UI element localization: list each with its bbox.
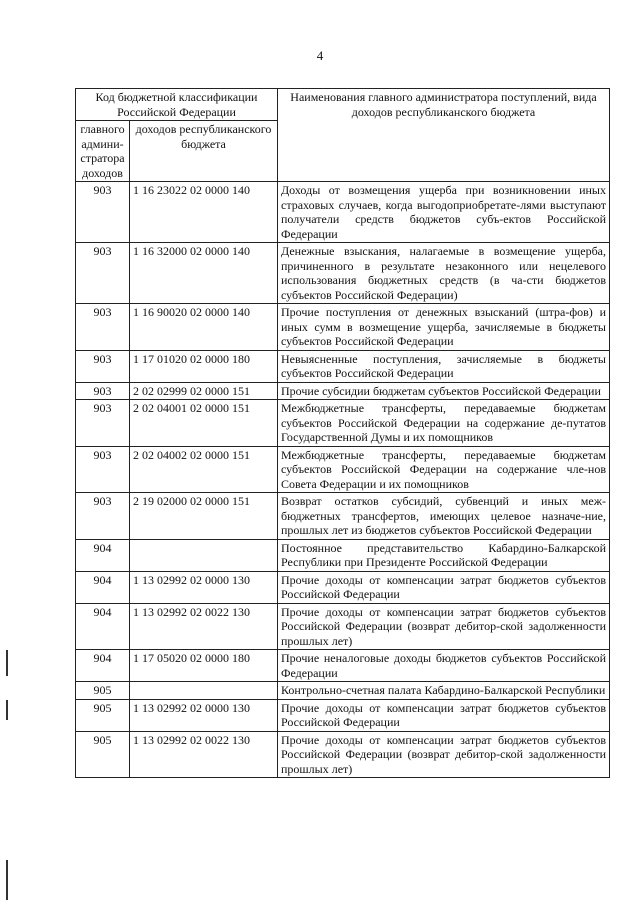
table-row (76, 182, 610, 243)
revenue-name-cell: Прочие субсидии бюджетам субъектов Российской Федерации (278, 382, 610, 400)
administrator-code-cell: 904 (76, 650, 130, 682)
revenue-code-cell: 1 17 05020 02 0000 180 (130, 650, 278, 682)
revenue-code-cell: 1 13 02992 02 0000 130 (130, 571, 278, 603)
table-row (76, 571, 610, 603)
table-row (76, 682, 610, 700)
revenue-code-cell (130, 539, 278, 571)
table-row (76, 446, 610, 493)
table-row (76, 603, 610, 650)
revenue-code-cell: 1 16 23022 02 0000 140 (130, 182, 278, 243)
header-administrator-name: Наименования главного администратора поступлений, вида доходов республиканского бюджета (278, 89, 610, 182)
revenue-name-cell: Невыясненные поступления, зачисляемые в бюджеты субъектов Российской Федерации (278, 350, 610, 382)
administrator-code-cell: 905 (76, 731, 130, 778)
revenue-name-cell: Возврат остатков субсидий, субвенций и иных меж-бюджетных трансфертов, имеющих целевое назначе-ние, прошлых лет из бюджетов субъектов Российской Федерации (278, 493, 610, 540)
administrator-code-cell: 903 (76, 400, 130, 447)
table-row (76, 699, 610, 731)
table-row (76, 539, 610, 571)
administrator-code-cell: 903 (76, 350, 130, 382)
header-revenue-code: доходов республиканского бюджета (130, 121, 278, 182)
administrator-code-cell: 903 (76, 382, 130, 400)
budget-classification-table (75, 88, 610, 778)
administrator-code-cell: 904 (76, 603, 130, 650)
revenue-name-cell: Прочие доходы от компенсации затрат бюджетов субъектов Российской Федерации (возврат дебитор-ской задолженности прошлых лет) (278, 731, 610, 778)
table-row (76, 493, 610, 540)
administrator-code-cell: 903 (76, 493, 130, 540)
revenue-name-cell: Постоянное представительство Кабардино-Балкарской Республики при Президенте Российской Федерации (278, 539, 610, 571)
table-row (76, 650, 610, 682)
revenue-code-cell (130, 682, 278, 700)
table-row (76, 243, 610, 304)
revenue-name-cell: Прочие неналоговые доходы бюджетов субъектов Российской Федерации (278, 650, 610, 682)
administrator-code-cell: 903 (76, 446, 130, 493)
revenue-name-cell: Доходы от возмещения ущерба при возникновении иных страховых случаев, когда выгодоприобретате-лями выступают получатели средств бюджетов субъ-ектов Российской Федерации (278, 182, 610, 243)
table-row (76, 731, 610, 778)
administrator-code-cell: 903 (76, 182, 130, 243)
scan-margin-mark (6, 650, 8, 676)
table-row (76, 350, 610, 382)
table-body (76, 182, 610, 778)
administrator-code-cell: 905 (76, 682, 130, 700)
revenue-name-cell: Контрольно-счетная палата Кабардино-Балкарской Республики (278, 682, 610, 700)
scan-margin-mark (6, 860, 8, 900)
revenue-name-cell: Прочие доходы от компенсации затрат бюджетов субъектов Российской Федерации (возврат дебитор-ской задолженности прошлых лет) (278, 603, 610, 650)
revenue-name-cell: Прочие доходы от компенсации затрат бюджетов субъектов Российской Федерации (278, 699, 610, 731)
administrator-code-cell: 904 (76, 539, 130, 571)
revenue-code-cell: 2 19 02000 02 0000 151 (130, 493, 278, 540)
revenue-name-cell: Межбюджетные трансферты, передаваемые бюджетам субъектов Российской Федерации на содержание де-путатов Государственной Думы и их помощников (278, 400, 610, 447)
revenue-code-cell: 2 02 02999 02 0000 151 (130, 382, 278, 400)
revenue-name-cell: Межбюджетные трансферты, передаваемые бюджетам субъектов Российской Федерации на содержание чле-нов Совета Федерации и их помощников (278, 446, 610, 493)
revenue-code-cell: 1 16 32000 02 0000 140 (130, 243, 278, 304)
table-row (76, 382, 610, 400)
revenue-code-cell: 1 17 01020 02 0000 180 (130, 350, 278, 382)
table-header-row (76, 89, 610, 121)
header-classification-code: Код бюджетной классификации Российской Федерации (76, 89, 278, 121)
revenue-code-cell: 2 02 04002 02 0000 151 (130, 446, 278, 493)
revenue-name-cell: Денежные взыскания, налагаемые в возмещение ущерба, причиненного в результате незаконного или нецелевого использования бюджетных средств (в ча-сти бюджетов субъектов Российской Федерации) (278, 243, 610, 304)
table-row (76, 304, 610, 351)
revenue-code-cell: 2 02 04001 02 0000 151 (130, 400, 278, 447)
administrator-code-cell: 904 (76, 571, 130, 603)
revenue-code-cell: 1 13 02992 02 0022 130 (130, 603, 278, 650)
administrator-code-cell: 905 (76, 699, 130, 731)
header-main-administrator: главного админи-стратора доходов (76, 121, 130, 182)
administrator-code-cell: 903 (76, 304, 130, 351)
table-row (76, 400, 610, 447)
page-number: 4 (316, 48, 324, 63)
revenue-name-cell: Прочие поступления от денежных взысканий (штра-фов) и иных сумм в возмещение ущерба, зачисляемые в бюджеты субъектов Российской Федерации (278, 304, 610, 351)
revenue-code-cell: 1 13 02992 02 0000 130 (130, 699, 278, 731)
revenue-name-cell: Прочие доходы от компенсации затрат бюджетов субъектов Российской Федерации (278, 571, 610, 603)
administrator-code-cell: 903 (76, 243, 130, 304)
revenue-code-cell: 1 16 90020 02 0000 140 (130, 304, 278, 351)
scan-margin-mark (6, 700, 8, 720)
revenue-code-cell: 1 13 02992 02 0022 130 (130, 731, 278, 778)
